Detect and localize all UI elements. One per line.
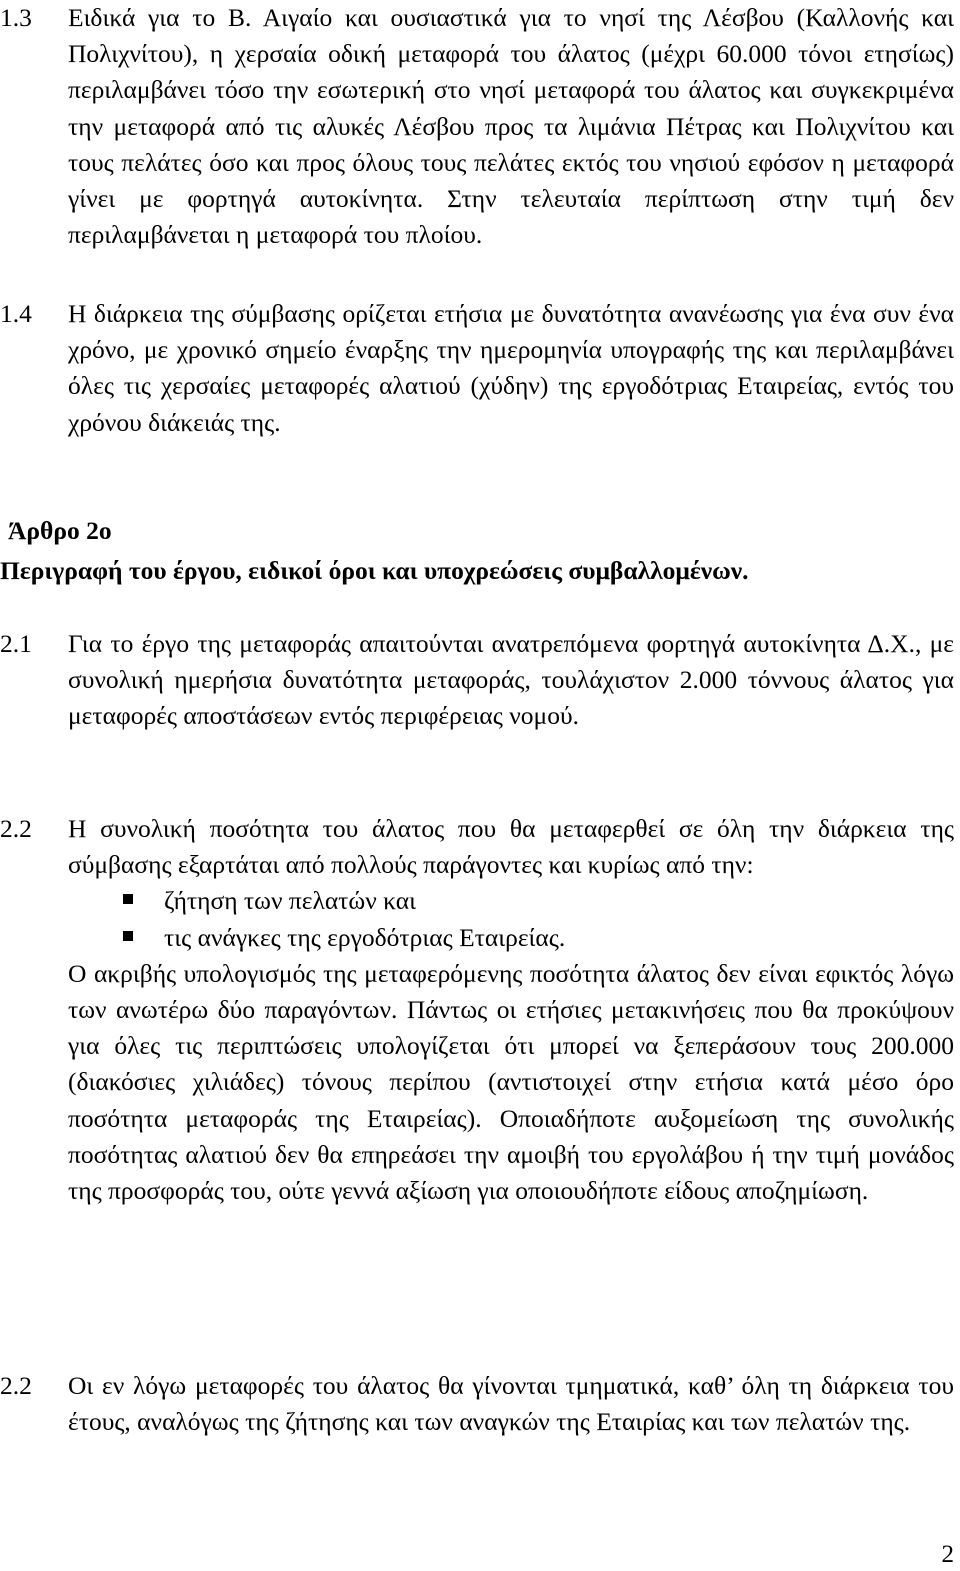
paragraph-number: 1.3 xyxy=(0,3,32,32)
paragraph-number: 2.2 xyxy=(0,1371,32,1400)
square-bullet-icon xyxy=(123,894,133,904)
list-item xyxy=(68,920,954,956)
paragraph-text: Για το έργο της μεταφοράς απαιτούνται ανατρεπόμενα φορτηγά αυτοκίνητα Δ.Χ., με συνολική ημερήσια δυνατότητα μεταφοράς, τουλάχιστον 2.000 τόννους άλατος για μεταφορές αποστάσεων εντός περιφέρειας νομού. xyxy=(68,629,954,731)
paragraph-number: 2.1 xyxy=(0,629,32,658)
paragraph-text: Οι εν λόγω μεταφορές του άλατος θα γίνονται τμηματικά, καθ’ όλη τη διάρκεια του έτους, αναλόγως της ζήτησης και των αναγκών της Εταιρίας και των πελατών της. xyxy=(68,1371,954,1437)
bullet-list xyxy=(68,883,954,955)
paragraph-2-1 xyxy=(0,626,954,735)
paragraph-1-3 xyxy=(0,0,954,253)
paragraph-continuation: Ο ακριβής υπολογισμός της μεταφερόμενης ποσότητα άλατος δεν είναι εφικτός λόγω των ανωτέρω δύο παραγόντων. Πάντως οι ετήσιες μετακινήσεις που θα προκύψουν για όλες τις περιπτώσεις υπολογίζεται ότι μπορεί να ξεπεράσουν τους 200.000 (διακόσιες χιλιάδες) τόνους περίπου (αντιστοιχεί στην ετήσια κατά μέσο όρο ποσότητα μεταφοράς της Εταιρείας). Οποιαδήποτε αυξομείωση της συνολικής ποσότητας αλατιού δεν θα επηρεάσει την αμοιβή του εργολάβου ή την τιμή μονάδος της προσφοράς του, ούτε γεννά αξίωση για οποιουδήποτε είδους αποζημίωση. xyxy=(68,958,954,1206)
paragraph-2-2-first xyxy=(0,811,954,1209)
list-item-text: τις ανάγκες της εργοδότριας Εταιρείας. xyxy=(164,922,566,952)
paragraph-text: Η διάρκεια της σύμβασης ορίζεται ετήσια με δυνατότητα ανανέωσης για ένα συν ένα χρόνο, με χρονικό σημείο έναρξης την ημερομηνία υπογραφής της και περιλαμβάνει όλες τις χερσαίες μεταφορές αλατιού (χύδην) της εργοδότριας Εταιρείας, εντός του χρόνου διάκειάς της. xyxy=(68,299,954,437)
article-subtitle: Περιγραφή του έργου, ειδικοί όροι και υποχρεώσεις συμβαλλομένων. xyxy=(0,556,749,585)
paragraph-text: Ειδικά για το Β. Αιγαίο και ουσιαστικά για το νησί της Λέσβου (Καλλονής και Πολιχνίτου), η χερσαία οδική μεταφορά του άλατος (μέχρι 60.000 τόνοι ετησίως) περιλαμβάνει τόσο την εσωτερική στο νησί μεταφορά του άλατος και συγκεκριμένα την μεταφορά από τις αλυκές Λέσβου προς τα λιμάνια Πέτρας και Πολιχνίτου και τους πελάτες όσο και προς όλους τους πελάτες εκτός του νησιού εφόσον η μεταφορά γίνει με φορτηγά αυτοκίνητα. Στην τελευταία περίπτωση στην τιμή δεν περιλαμβάνεται η μεταφορά του πλοίου. xyxy=(68,3,954,250)
paragraph-2-2-second xyxy=(0,1368,954,1440)
article-title: Άρθρο 2ο xyxy=(8,516,112,545)
list-item xyxy=(68,883,954,919)
paragraph-number: 2.2 xyxy=(0,814,32,843)
paragraph-1-4 xyxy=(0,296,954,441)
paragraph-text: Η συνολική ποσότητα του άλατος που θα μεταφερθεί σε όλη την διάρκεια της σύμβασης εξαρτάται από πολλούς παράγοντες και κυρίως από την: xyxy=(68,814,954,880)
paragraph-number: 1.4 xyxy=(0,299,32,328)
list-item-text: ζήτηση των πελατών και xyxy=(164,886,416,916)
page-number: 2 xyxy=(941,1541,954,1568)
square-bullet-icon xyxy=(123,931,133,941)
paragraph-body xyxy=(68,811,954,1209)
